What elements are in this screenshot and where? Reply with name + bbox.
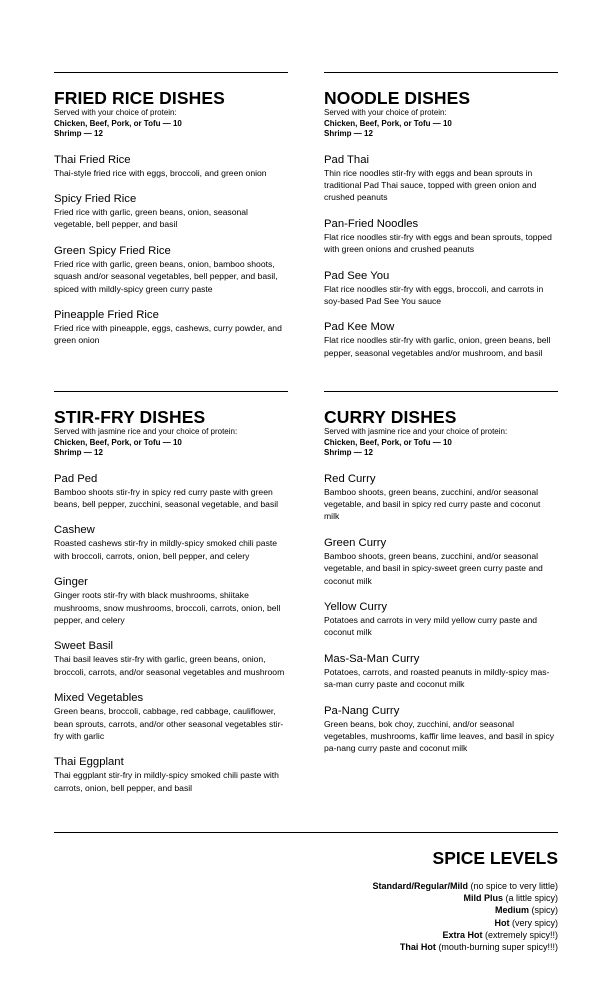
spice-level [372,880,558,892]
section-subtitle: Served with your choice of protein: [324,108,447,117]
item-name: Sweet Basil [54,640,114,653]
item-name: Thai Fried Rice [54,153,131,166]
price-line: Chicken, Beef, Pork, or Tofu — 10 [324,118,452,128]
item-description: Thai eggplant stir-fry in mildly-spicy smoked chili paste with carrots, onion, bell pepper, and basil [54,770,279,793]
spice-levels-list [372,880,558,953]
menu-item [324,473,558,523]
item-description: Potatoes, carrots, and roasted peanuts in mildly-spicy mas-sa-man curry paste and coconut milk [324,666,550,690]
menu-item [324,154,558,204]
menu-item [324,705,558,755]
spice-level-name: Thai Hot [399,942,436,953]
spice-level [372,941,558,953]
spice-divider [54,832,558,833]
item-name: Ginger [54,576,88,589]
price-line: Shrimp — 12 [54,129,103,138]
item-description: Fried rice with pineapple, eggs, cashews, curry powder, and green onion [54,322,282,346]
section-subtitle: Served with your choice of protein: [54,108,177,117]
item-name: Pad Kee Mow [324,321,395,334]
spice-level-name: Mild Plus [463,893,503,904]
spice-level-name: Hot [494,917,510,928]
item-name: Pad See You [324,269,390,282]
spice-level [372,892,558,904]
item-description: Thai-style fried rice with eggs, broccoli, and green onion [54,167,267,178]
menu-item [54,640,288,678]
menu-item [324,218,558,256]
item-description: Flat rice noodles stir-fry with garlic, onion, green beans, bell pepper, seasonal vegetables and/or mushroom, and basil [324,335,551,358]
section-title: CURRY DISHES [324,407,457,427]
item-name: Mixed Vegetables [54,692,144,705]
item-name: Pa-Nang Curry [324,704,400,717]
menu-item [54,576,288,626]
item-description: Fried rice with garlic, green beans, onion, bamboo shoots, squash and/or seasonal vegetables, bell pepper, and basil, spiced with mildly-spicy green curry paste [54,258,278,294]
spice-level-note: (very spicy) [511,917,558,928]
menu-item [324,270,558,308]
item-name: Thai Eggplant [54,756,124,769]
spice-level-note: (spicy) [531,905,558,916]
fried-rice-section [54,72,288,347]
noodle-section [324,72,558,359]
item-description: Flat rice noodles stir-fry with eggs and bean sprouts, topped with green onions and crushed peanuts [324,231,552,255]
price-line: Chicken, Beef, Pork, or Tofu — 10 [54,437,182,447]
menu-item [324,321,558,359]
item-name: Pad Thai [324,153,370,166]
section-subtitle: Served with jasmine rice and your choice of protein: [324,427,508,436]
menu-item [324,653,558,691]
menu-item [54,524,288,562]
item-name: Cashew [54,524,95,537]
section-title: STIR-FRY DISHES [54,407,206,427]
item-description: Thin rice noodles stir-fry with eggs and bean sprouts in traditional Pad Thai sauce, topped with green onion and crushed peanuts [324,167,537,203]
item-description: Bamboo shoots, green beans, zucchini, and/or seasonal vegetable, and basil in spicy red curry paste and coconut milk [324,486,541,522]
item-name: Pineapple Fried Rice [54,308,159,321]
section-divider [54,72,288,73]
price-line: Chicken, Beef, Pork, or Tofu — 10 [54,118,182,128]
item-name: Red Curry [324,472,376,485]
item-name: Yellow Curry [324,600,387,613]
stir-fry-section [54,391,288,794]
spice-level-note: (mouth-burning super spicy!!!) [438,942,558,953]
item-description: Bamboo shoots, green beans, zucchini, and/or seasonal vegetable, and basil in spicy-sweet green curry paste and coconut milk [324,550,543,586]
menu-item [324,537,558,587]
item-name: Spicy Fried Rice [54,192,137,205]
price-line: Shrimp — 12 [324,129,373,138]
section-title: NOODLE DISHES [324,88,471,108]
menu-item [324,601,558,639]
spice-level-name: Medium [494,905,529,916]
menu-item [54,245,288,295]
menu-item [54,154,288,179]
item-description: Thai basil leaves stir-fry with garlic, green beans, onion, broccoli, carrots, and/or seasonal vegetables and mushroom [54,654,285,677]
item-description: Green beans, broccoli, cabbage, red cabbage, cauliflower, bean sprouts, carrots, and/or other seasonal vegetables stir-fry with garlic [54,706,284,741]
price-line: Shrimp — 12 [324,448,373,457]
spice-level [372,904,558,916]
item-description: Roasted cashews stir-fry in mildly-spicy smoked chili paste with broccoli, carrots, onion, bell pepper, and celery [54,538,278,561]
item-name: Green Spicy Fried Rice [54,244,171,257]
item-description: Flat rice noodles stir-fry with eggs, broccoli, and carrots in soy-based Pad See You sauce [324,283,544,306]
item-description: Bamboo shoots stir-fry in spicy red curry paste with green beans, bell pepper, zucchini, seasonal vegetable, and basil [54,486,279,509]
menu-item [54,756,288,794]
price-line: Shrimp — 12 [54,448,103,457]
menu-item [54,692,288,742]
price-line: Chicken, Beef, Pork, or Tofu — 10 [324,437,452,447]
spice-level-name: Standard/Regular/Mild [372,881,468,891]
spice-level-note: (extremely spicy!!) [484,929,558,940]
section-divider [324,391,558,392]
spice-level-note: (a little spicy) [505,893,558,904]
menu-item [54,309,288,347]
spice-level [372,929,558,941]
spice-levels-title: SPICE LEVELS [432,848,558,868]
spice-level-note: (no spice to very little) [470,881,558,891]
menu-item [54,473,288,511]
spice-level-name: Extra Hot [442,929,483,940]
menu-item [54,193,288,231]
curry-section [324,391,558,755]
item-description: Fried rice with garlic, green beans, onion, seasonal vegetable, bell pepper, and basil [54,206,248,230]
section-divider [54,391,288,392]
item-name: Pad Ped [54,472,98,485]
section-subtitle: Served with jasmine rice and your choice of protein: [54,427,238,436]
section-title: FRIED RICE DISHES [54,88,225,108]
spice-level [372,917,558,929]
item-name: Pan-Fried Noodles [324,217,419,230]
item-description: Green beans, bok choy, zucchini, and/or seasonal vegetables, mushrooms, kaffir lime leaves, and basil in spicy pa-nang curry paste and coconut milk [324,718,555,754]
item-description: Ginger roots stir-fry with black mushrooms, shiitake mushrooms, snow mushrooms, broccoli, carrots, onion, bell pepper, and celery [54,590,281,625]
section-divider [324,72,558,73]
item-description: Potatoes and carrots in very mild yellow curry paste and coconut milk [324,614,538,638]
item-name: Mas-Sa-Man Curry [324,652,420,665]
item-name: Green Curry [324,536,387,549]
